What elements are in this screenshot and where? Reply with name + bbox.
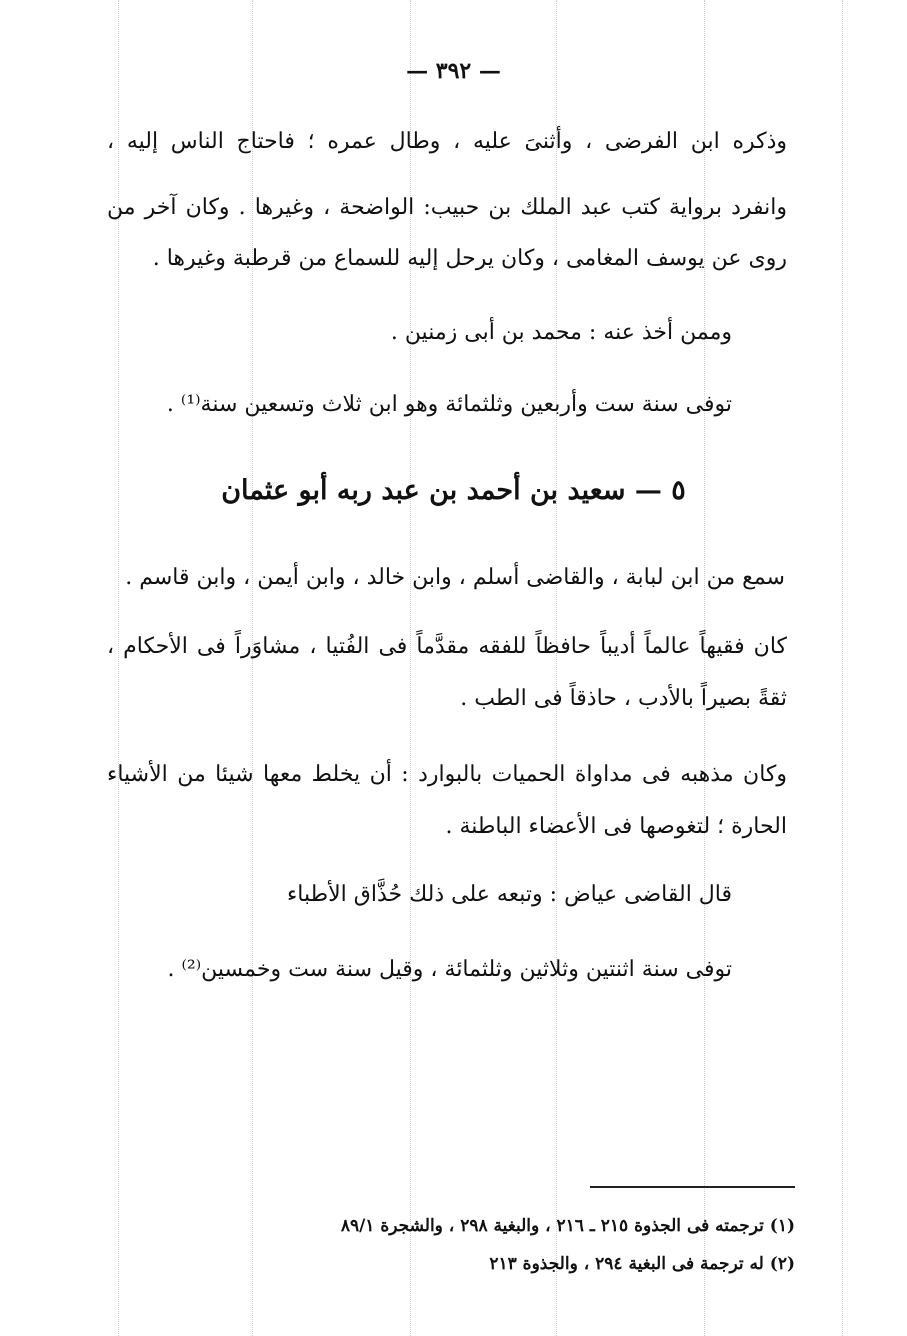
footnote: (١) ترجمته فى الجذوة ٢١٥ ـ ٢١٦ ، والبغية ٢٩٨ ، والشجرة ٨٩/١ (340, 1216, 795, 1236)
paragraph-line: قال القاضى عياض : وتبعه على ذلك حُذَّاق الأطباء (286, 882, 732, 907)
paragraph-line: روى عن يوسف المغامى ، وكان يرحل إليه للسماع من قرطبة وغيرها . (152, 246, 787, 271)
entry-heading: ٥ — سعيد بن أحمد بن عبد ربه أبو عثمان (221, 475, 686, 506)
footnote-divider (590, 1186, 795, 1188)
paragraph-line: وممن أخذ عنه : محمد بن أبى زمنين . (390, 320, 732, 345)
paragraph-line: توفى سنة اثنتين وثلاثين وثلثمائة ، وقيل سنة ست وخمسين⁽²⁾ . (167, 957, 732, 982)
footnote: (٢) له ترجمة فى البغية ٢٩٤ ، والجذوة ٢١٣ (489, 1254, 795, 1274)
scan-line (842, 0, 843, 1336)
paragraph-line: ثقةً بصيراً بالأدب ، حاذقاً فى الطب . (460, 686, 787, 711)
paragraph-line: توفى سنة ست وأربعين وثلثمائة وهو ابن ثلاث وتسعين سنة⁽¹⁾ . (166, 392, 732, 417)
paragraph-line: وكان مذهبه فى مداواة الحميات بالبوارد : أن يخلط معها شيئا من الأشياء (107, 762, 787, 787)
paragraph-line: الحارة ؛ لتغوصها فى الأعضاء الباطنة . (445, 814, 787, 839)
page-number: — ٣٩٢ — (406, 58, 501, 84)
paragraph-line: كان فقيهاً عالماً أديباً حافظاً للفقه مقدَّماً فى الفُتيا ، مشاوَراً فى الأحكام ، (107, 634, 787, 659)
paragraph-line: وانفرد برواية كتب عبد الملك بن حبيب: الواضحة ، وغيرها . وكان آخر من (107, 195, 787, 220)
paragraph-line: وذكره ابن الفرضى ، وأثنىَ عليه ، وطال عمره ؛ فاحتاج الناس إليه ، (107, 129, 787, 154)
paragraph-line: سمع من ابن لبابة ، والقاضى أسلم ، وابن خالد ، وابن أيمن ، وابن قاسم . (125, 565, 785, 590)
